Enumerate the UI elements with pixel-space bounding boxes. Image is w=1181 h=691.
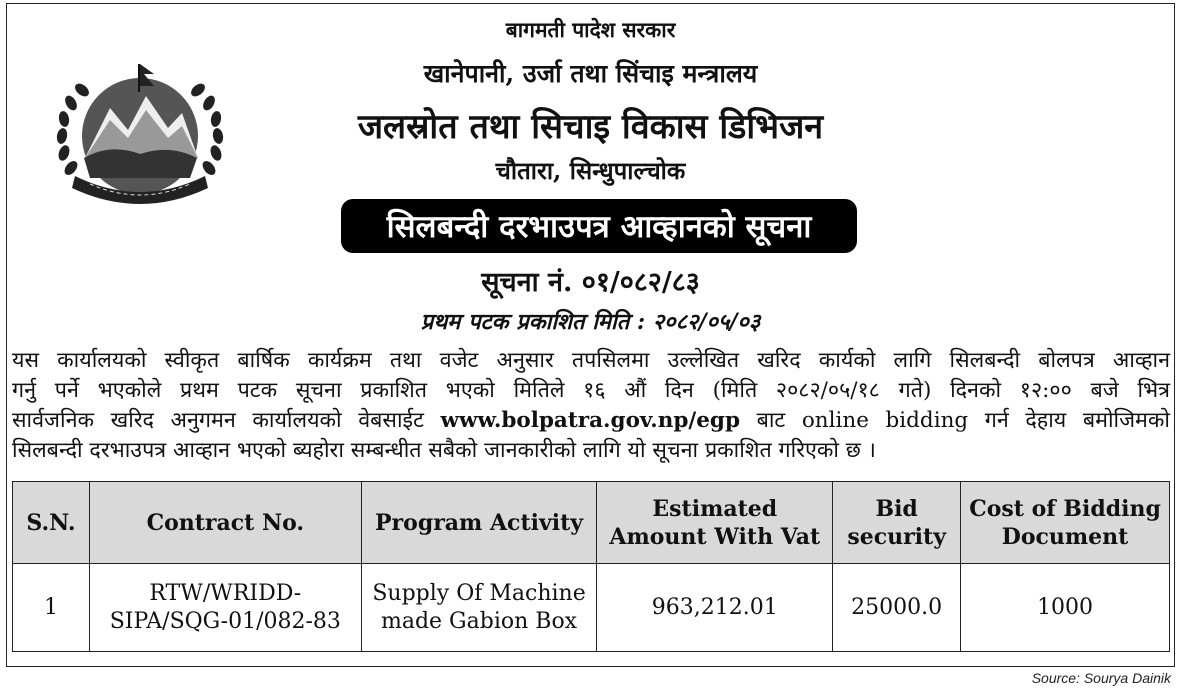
body-line: यस कार्यालयको स्वीकृत बार्षिक कार्यक्रम तथा वजेट अनुसार तपसिलमा उल्लेखित खरिद कार्यको लागि सिलबन्दी बोलपत्र आव्हान (12, 348, 1170, 373)
column-header: Program Activity (361, 482, 597, 564)
notice-number: सूचना नं. ०१/०८२/८३ (481, 267, 700, 298)
cell-bid-security: 25000.0 (833, 564, 961, 652)
body-line: सिलबन्दी दरभाउपत्र आव्हान भएको ब्यहोरा सम्बन्धीत सबैको जानकारीको लागि यो सूचना प्रकाशित गरिएको छ । (12, 438, 876, 463)
contract-table (12, 481, 1170, 652)
province-government: बागमती पादेश सरकार (505, 17, 676, 42)
body-line3-pre: सार्वजनिक खरिद अनुगमन कार्यालयको वेबसाईट (12, 408, 441, 433)
source-credit: Source: Sourya Dainik (1031, 670, 1171, 686)
cell-estimated-amount: 963,212.01 (597, 564, 833, 652)
column-header: Estimated Amount With Vat (597, 482, 833, 564)
body-line: गर्नु पर्ने भएकोले प्रथम पटक सूचना प्रकाशित भएको मितिले १६ औं दिन (मिति २०८२/०५/१८ गते) दिनको १२:०० बजे भित्र (12, 378, 1170, 403)
egp-link[interactable]: www.bolpatra.gov.np/egp (440, 408, 740, 433)
column-header: S.N. (13, 482, 90, 564)
cell-sn: 1 (13, 564, 90, 652)
division-name: जलस्रोत तथा सिचाइ विकास डिभिजन (357, 107, 824, 147)
notice-body (12, 346, 1170, 466)
table-header-row (13, 482, 1170, 564)
notice-title-banner: सिलबन्दी दरभाउपत्र आव्हानको सूचना (341, 199, 857, 253)
table-row (13, 564, 1170, 652)
cell-program-activity: Supply Of Machine made Gabion Box (361, 564, 597, 652)
publication-date: प्रथम पटक प्रकाशित मिति : २०८२/०५/०३ (420, 309, 761, 335)
ministry-name: खानेपानी, उर्जा तथा सिंचाइ मन्त्रालय (423, 59, 758, 88)
cell-document-cost: 1000 (961, 564, 1170, 652)
body-line3-post: बाट online bidding गर्न देहाय बमोजिमको (740, 408, 1170, 433)
column-header: Contract No. (89, 482, 361, 564)
cell-contract-no: RTW/WRIDD-SIPA/SQG-01/082-83 (89, 564, 361, 652)
body-line (12, 406, 1170, 436)
office-location: चौतारा, सिन्धुपाल्चोक (495, 156, 686, 185)
column-header: Cost of Bidding Document (961, 482, 1170, 564)
column-header: Bid security (833, 482, 961, 564)
